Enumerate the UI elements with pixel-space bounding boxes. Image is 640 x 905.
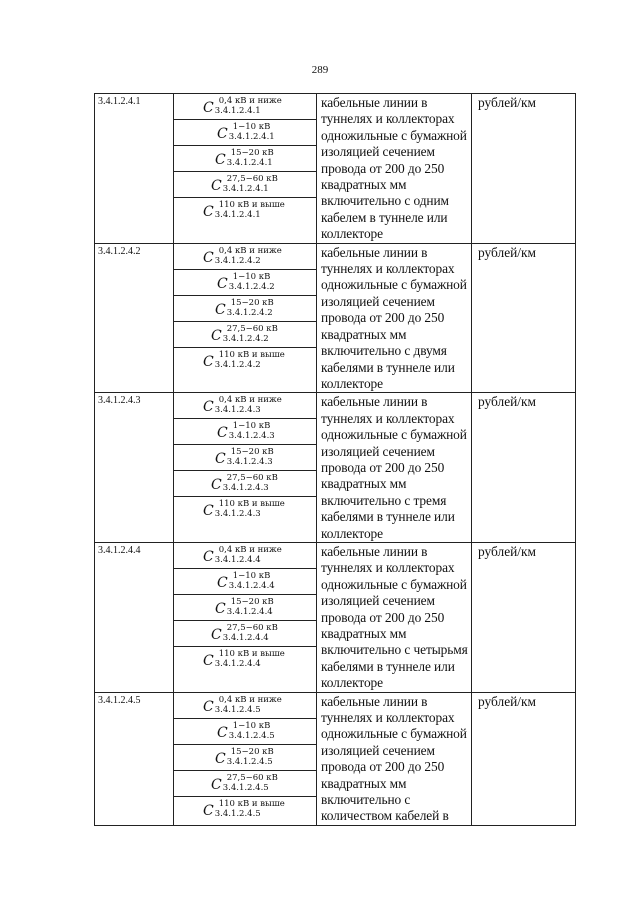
code-subscript: 3.4.1.2.4.2 (226, 307, 273, 318)
code-subscript: 3.4.1.2.4.3 (214, 405, 261, 416)
symbol-cell (174, 542, 317, 692)
code-subscript: 3.4.1.2.4.5 (222, 783, 269, 794)
voltage-superscript: 1−10 кВ (232, 271, 271, 282)
code-subscript: 3.4.1.2.4.4 (214, 554, 261, 565)
voltage-superscript: 1−10 кВ (232, 720, 271, 731)
table-row (95, 692, 576, 825)
voltage-superscript: 110 кВ и выше (218, 648, 285, 659)
tariff-symbol (174, 244, 316, 270)
symbol-letter: C (215, 451, 226, 468)
voltage-superscript: 15−20 кВ (230, 297, 274, 308)
voltage-superscript: 1−10 кВ (232, 421, 271, 432)
symbol-letter: C (211, 477, 222, 494)
code-subscript: 3.4.1.2.4.3 (226, 457, 273, 468)
symbol-letter: C (217, 574, 228, 591)
symbol-letter: C (215, 152, 226, 168)
code-subscript: 3.4.1.2.4.3 (214, 509, 261, 520)
voltage-superscript: 27,5−60 кВ (226, 773, 278, 784)
row-code: 3.4.1.2.4.4 (95, 542, 174, 692)
voltage-superscript: 27,5−60 кВ (226, 174, 278, 184)
symbol-letter: C (215, 600, 226, 617)
code-subscript: 3.4.1.2.4.2 (214, 359, 261, 370)
rates-table (94, 93, 576, 826)
tariff-symbol (174, 621, 316, 647)
row-code: 3.4.1.2.4.2 (95, 243, 174, 393)
voltage-superscript: 0,4 кВ и ниже (218, 96, 282, 106)
tariff-symbol (174, 393, 316, 419)
code-subscript: 3.4.1.2.4.3 (222, 483, 269, 494)
row-unit: рублей/км (472, 542, 576, 692)
row-unit: рублей/км (472, 243, 576, 393)
symbol-letter: C (217, 126, 228, 142)
tariff-symbol (174, 419, 316, 445)
voltage-superscript: 110 кВ и выше (218, 200, 285, 210)
symbol-letter: C (203, 698, 214, 715)
row-unit: рублей/км (472, 692, 576, 825)
tariff-symbol (174, 296, 316, 322)
symbol-letter: C (203, 249, 214, 266)
voltage-superscript: 110 кВ и выше (218, 799, 285, 810)
symbol-cell (174, 94, 317, 244)
voltage-superscript: 15−20 кВ (230, 447, 274, 458)
symbol-cell (174, 393, 317, 543)
code-subscript: 3.4.1.2.4.1 (222, 184, 269, 194)
tariff-symbol (174, 270, 316, 296)
voltage-superscript: 0,4 кВ и ниже (218, 544, 282, 555)
table-row (95, 393, 576, 543)
symbol-letter: C (217, 425, 228, 442)
tariff-symbol (174, 322, 316, 348)
symbol-letter: C (203, 353, 214, 370)
tariff-symbol (174, 595, 316, 621)
row-description: кабельные линии в туннелях и коллекторах одножильные с бумажной изоляцией сечением провода от 200 до 250 квадратных мм включительно с двумя кабелями в туннеле или коллекторе (317, 243, 472, 393)
tariff-symbol (174, 348, 316, 374)
voltage-superscript: 27,5−60 кВ (226, 622, 278, 633)
symbol-letter: C (203, 399, 214, 416)
symbol-letter: C (203, 652, 214, 669)
voltage-superscript: 15−20 кВ (230, 596, 274, 607)
tariff-symbol (174, 497, 316, 523)
voltage-superscript: 0,4 кВ и ниже (218, 245, 282, 256)
code-subscript: 3.4.1.2.4.2 (228, 281, 275, 292)
code-subscript: 3.4.1.2.4.4 (214, 658, 261, 669)
symbol-cell (174, 692, 317, 825)
tariff-symbol (174, 445, 316, 471)
voltage-superscript: 15−20 кВ (230, 148, 274, 158)
tariff-symbol (174, 569, 316, 595)
row-code: 3.4.1.2.4.5 (95, 692, 174, 825)
symbol-letter: C (211, 327, 222, 344)
code-subscript: 3.4.1.2.4.5 (214, 809, 261, 820)
voltage-superscript: 110 кВ и выше (218, 499, 285, 510)
symbol-letter: C (215, 301, 226, 318)
symbol-letter: C (203, 100, 214, 116)
row-code: 3.4.1.2.4.3 (95, 393, 174, 543)
code-subscript: 3.4.1.2.4.1 (226, 158, 273, 168)
tariff-symbol (174, 719, 316, 745)
voltage-superscript: 27,5−60 кВ (226, 323, 278, 334)
table-row (95, 243, 576, 393)
voltage-superscript: 0,4 кВ и ниже (218, 694, 282, 705)
row-unit: рублей/км (472, 393, 576, 543)
symbol-letter: C (215, 751, 226, 767)
symbol-letter: C (217, 724, 228, 741)
tariff-symbol (174, 146, 316, 172)
tariff-symbol (174, 745, 316, 771)
tariff-symbol (174, 471, 316, 497)
symbol-letter: C (203, 204, 214, 220)
tariff-symbol (174, 198, 316, 224)
code-subscript: 3.4.1.2.4.4 (226, 606, 273, 617)
symbol-letter: C (217, 275, 228, 292)
code-subscript: 3.4.1.2.4.1 (214, 210, 261, 220)
symbol-letter: C (211, 626, 222, 643)
tariff-symbol (174, 797, 316, 823)
symbol-cell (174, 243, 317, 393)
tariff-symbol (174, 172, 316, 198)
code-subscript: 3.4.1.2.4.3 (228, 431, 275, 442)
tariff-symbol (174, 647, 316, 673)
row-unit: рублей/км (472, 94, 576, 244)
row-description: кабельные линии в туннелях и коллекторах одножильные с бумажной изоляцией сечением провода от 200 до 250 квадратных мм включительно с четырьмя кабелями в туннеле или коллекторе (317, 542, 472, 692)
row-description: кабельные линии в туннелях и коллекторах одножильные с бумажной изоляцией сечением провода от 200 до 250 квадратных мм включительно с тремя кабелями в туннеле или коллекторе (317, 393, 472, 543)
voltage-superscript: 27,5−60 кВ (226, 473, 278, 484)
code-subscript: 3.4.1.2.4.1 (228, 132, 275, 142)
tariff-symbol (174, 120, 316, 146)
table-row (95, 542, 576, 692)
tariff-symbol (174, 693, 316, 719)
code-subscript: 3.4.1.2.4.5 (226, 757, 273, 767)
row-description: кабельные линии в туннелях и коллекторах одножильные с бумажной изоляцией сечением провода от 200 до 250 квадратных мм включительно с одним кабелем в туннеле или коллекторе (317, 94, 472, 244)
code-subscript: 3.4.1.2.4.5 (214, 704, 261, 715)
tariff-symbol (174, 543, 316, 569)
row-description: кабельные линии в туннелях и коллекторах одножильные с бумажной изоляцией сечением провода от 200 до 250 квадратных мм включительно с количеством кабелей в (317, 692, 472, 825)
code-subscript: 3.4.1.2.4.2 (214, 255, 261, 266)
code-subscript: 3.4.1.2.4.2 (222, 333, 269, 344)
tariff-symbol (174, 94, 316, 120)
page-number: 289 (311, 64, 329, 76)
tariff-symbol (174, 771, 316, 797)
voltage-superscript: 1−10 кВ (232, 570, 271, 581)
symbol-letter: C (203, 803, 214, 820)
symbol-letter: C (203, 548, 214, 565)
voltage-superscript: 0,4 кВ и ниже (218, 395, 282, 406)
code-subscript: 3.4.1.2.4.4 (228, 580, 275, 591)
symbol-letter: C (211, 777, 222, 794)
voltage-superscript: 1−10 кВ (232, 122, 271, 132)
code-subscript: 3.4.1.2.4.4 (222, 632, 269, 643)
voltage-superscript: 110 кВ и выше (218, 349, 285, 360)
voltage-superscript: 15−20 кВ (230, 747, 274, 757)
code-subscript: 3.4.1.2.4.1 (214, 106, 261, 116)
table-row (95, 94, 576, 244)
row-code: 3.4.1.2.4.1 (95, 94, 174, 244)
symbol-letter: C (203, 503, 214, 520)
symbol-letter: C (211, 178, 222, 194)
code-subscript: 3.4.1.2.4.5 (228, 730, 275, 741)
rates-table-body (95, 94, 576, 826)
